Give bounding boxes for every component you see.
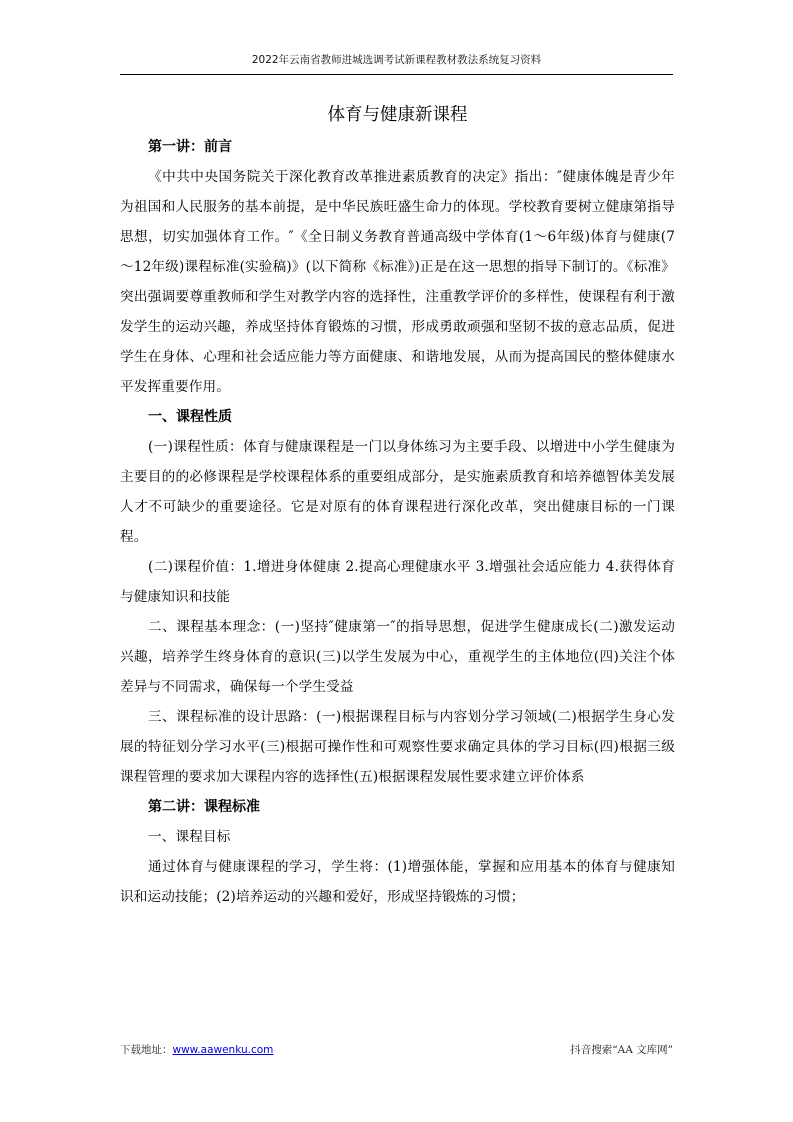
douyin-search-text: 抖音搜索“AA 文库网”	[570, 1044, 673, 1056]
lecture-1-heading: 第一讲：前言	[148, 139, 232, 155]
course-goals-paragraph: 通过体育与健康课程的学习，学生将：(1)增强体能，掌握和应用基本的体育与健康知识和运动技能；(2)培养运动的兴趣和爱好，形成坚持锻炼的习惯；	[120, 859, 675, 905]
course-nature-paragraph: (一)课程性质：体育与健康课程是一门以身体练习为主要手段、以增进中小学生健康为主要目的的必修课程是学校课程体系的重要组成部分，是实施素质教育和培养德智体美发展人才不可缺少的重要途径。它是对原有的体育课程进行深化改革，突出健康目标的一门课程。	[120, 439, 675, 545]
running-title: 2022年云南省教师进城选调考试新课程教材教法系统复习资料	[251, 54, 542, 66]
document-title: 体育与健康新课程	[327, 105, 468, 125]
document-body	[120, 100, 675, 912]
download-label: 下载地址：	[120, 1044, 173, 1056]
page-footer	[120, 1040, 673, 1060]
intro-paragraph: 《中共中央国务院关于深化教育改革推进素质教育的决定》指出：″健康体魄是青少年为祖国和人民服务的基本前提，是中华民族旺盛生命力的体现。学校教育要树立健康第指导思想，切实加强体育工作。″《全日制义务教育普通高级中学体育(1～6年级)体育与健康(7～12年级)课程标准(实验稿)》(以下简称《标准》)正是在这一思想的指导下制订的。《标准》突出强调要尊重教师和学生对教学内容的选择性，注重教学评价的多样性，使课程有利于激发学生的运动兴趣，养成坚持体育锻炼的习惯，形成勇敢顽强和坚韧不拔的意志品质，促进学生在身体、心理和社会适应能力等方面健康、和谐地发展，从而为提高国民的整体健康水平发挥重要作用。	[120, 169, 675, 395]
design-ideas-paragraph: 三、课程标准的设计思路：(一)根据课程目标与内容划分学习领域(二)根据学生身心发展的特征划分学习水平(三)根据可操作性和可观察性要求确定具体的学习目标(四)根据三级课程管理的要求加大课程内容的选择性(五)根据课程发展性要求建立评价体系	[120, 709, 675, 785]
course-value-paragraph: (二)课程价值：1.增进身体健康 2.提高心理健康水平 3.增强社会适应能力 4.获得体育与健康知识和技能	[120, 559, 675, 605]
course-goals-subheading: 一、课程目标	[148, 829, 231, 845]
download-info	[120, 1040, 273, 1060]
page-header	[120, 50, 673, 75]
section-course-nature-heading: 一、课程性质	[148, 409, 232, 425]
lecture-2-heading: 第二讲：课程标准	[148, 799, 260, 815]
download-link[interactable]: www.aawenku.com	[172, 1044, 274, 1056]
basic-concepts-paragraph: 二、课程基本理念：(一)坚持″健康第一″的指导思想，促进学生健康成长(二)激发运动兴趣，培养学生终身体育的意识(三)以学生发展为中心，重视学生的主体地位(四)关注个体差异与不同需求，确保每一个学生受益	[120, 619, 675, 695]
